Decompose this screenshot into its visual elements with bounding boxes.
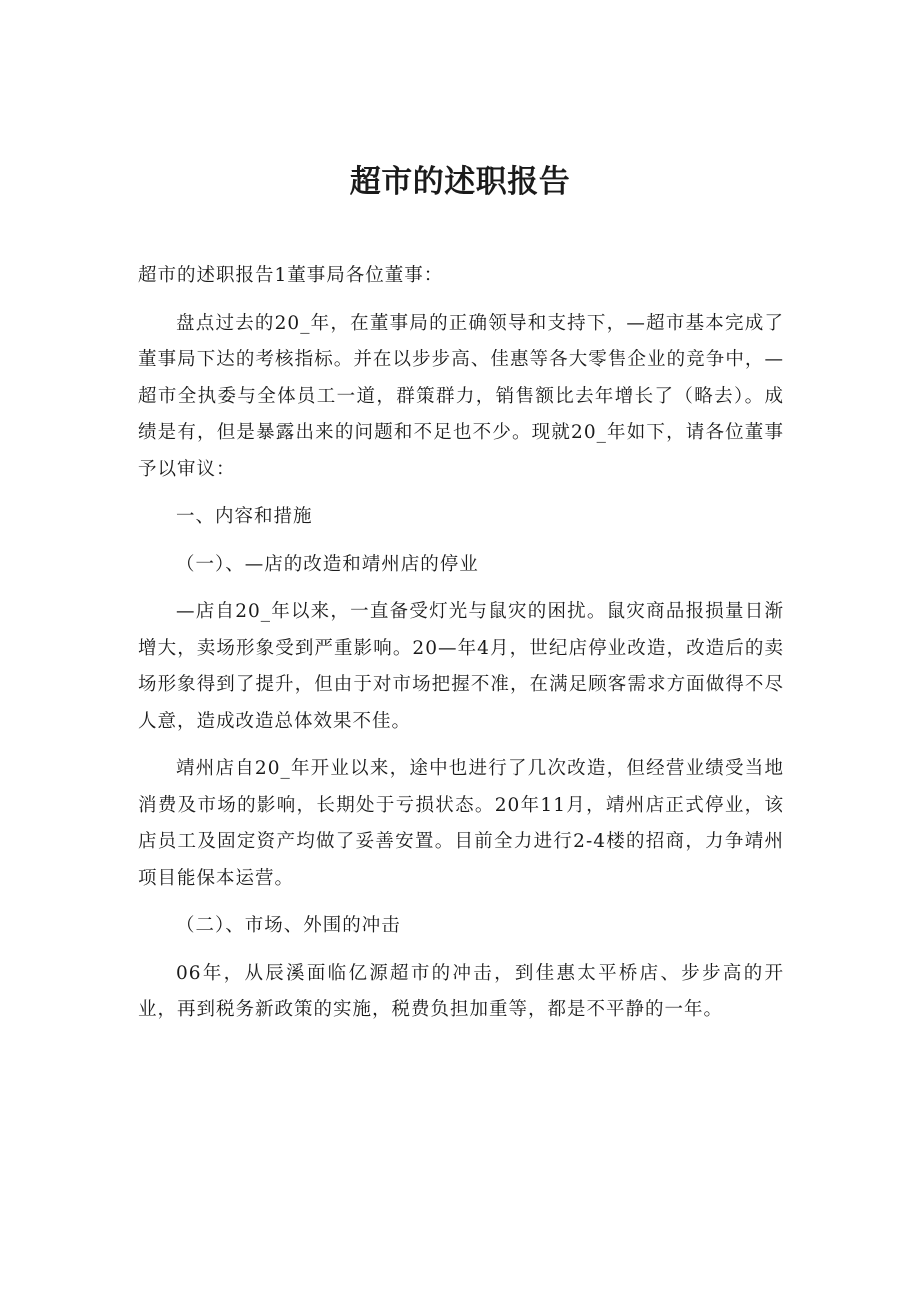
document-body <box>138 258 784 1029</box>
document-title: 超市的述职报告 <box>349 164 571 200</box>
salutation-paragraph: 超市的述职报告1董事局各位董事： <box>138 265 444 286</box>
body-paragraph: —店自20_年以来，一直备受灯光与鼠灾的困扰。鼠灾商品报损量日渐增大，卖场形象受到严重影响。20—年4月，世纪店停业改造，改造后的卖场形象得到了提升，但由于对市场把握不准，在满足顾客需求方面做得不尽人意，造成改造总体效果不佳。 <box>138 601 784 732</box>
subsection-heading: （二）、市场、外围的冲击 <box>176 915 401 936</box>
intro-paragraph: 盘点过去的20_年，在董事局的正确领导和支持下，—超市基本完成了董事局下达的考核指标。并在以步步高、佳惠等各大零售企业的竞争中，—超市全执委与全体员工一道，群策群力，销售额比去年增长了（略去）。成绩是有，但是暴露出来的问题和不足也不少。现就20_年如下，请各位董事予以审议： <box>138 312 784 480</box>
body-paragraph: 06年，从辰溪面临亿源超市的冲击，到佳惠太平桥店、步步高的开业，再到税务新政策的实施，税费负担加重等，都是不平静的一年。 <box>138 962 784 1020</box>
body-paragraph: 靖州店自20_年开业以来，途中也进行了几次改造，但经营业绩受当地消费及市场的影响，长期处于亏损状态。20年11月，靖州店正式停业，该店员工及固定资产均做了妥善安置。目前全力进行2-4楼的招商，力争靖州项目能保本运营。 <box>138 758 784 889</box>
subsection-heading: （一）、—店的改造和靖州店的停业 <box>176 553 479 575</box>
section-heading: 一、内容和措施 <box>176 506 313 527</box>
